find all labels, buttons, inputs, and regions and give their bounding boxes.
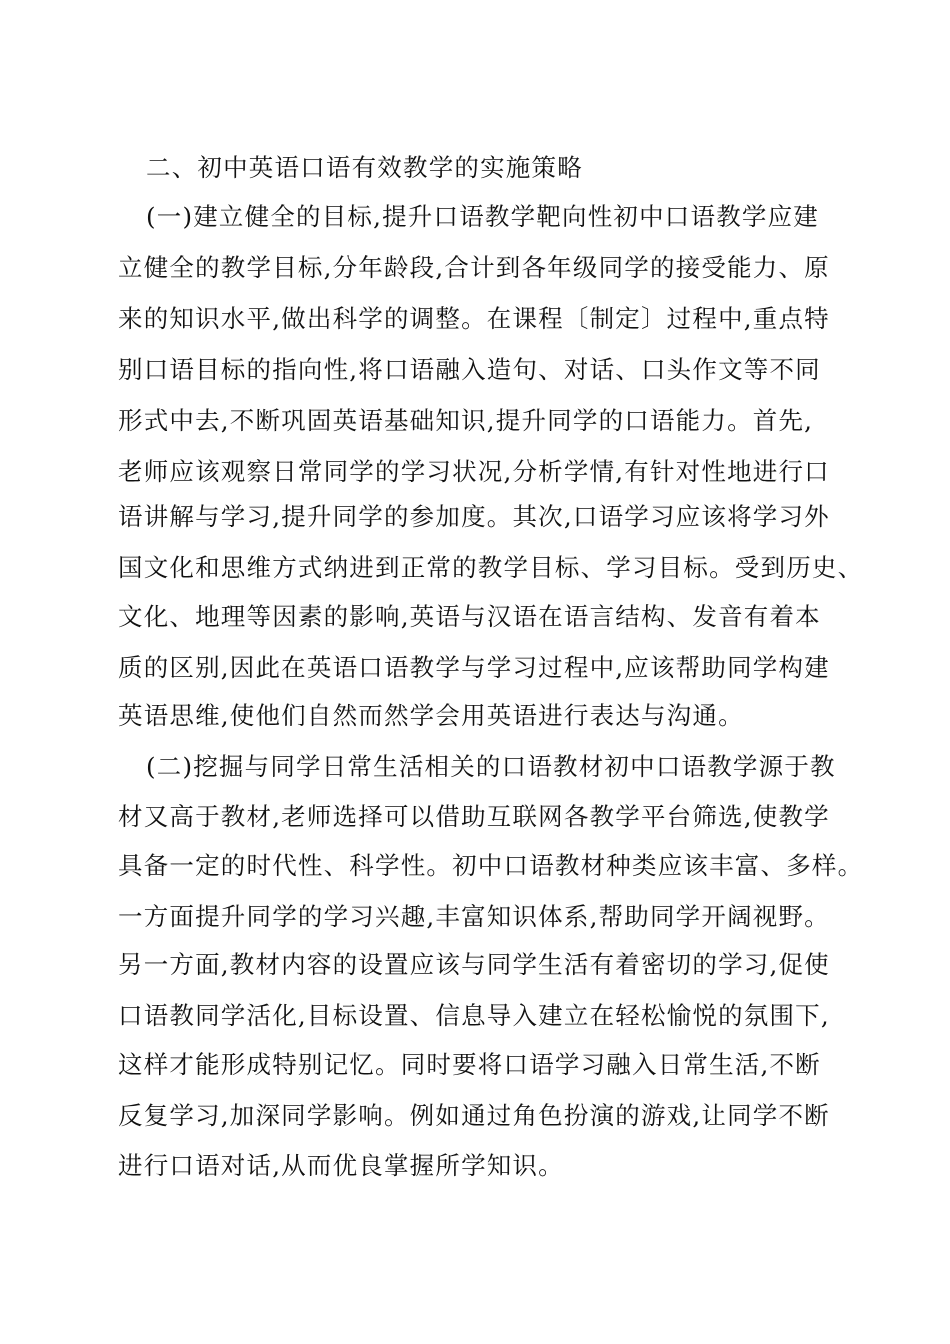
paragraph-1-line-3: 来的知识水平,做出科学的调整。在课程〔制定〕过程中,重点特 <box>118 304 830 333</box>
paragraph-2-line-4: 一方面提升同学的学习兴趣,丰富知识体系,帮助同学开阔视野。 <box>118 902 830 931</box>
paragraph-2-line-9: 进行口语对话,从而优良掌握所学知识。 <box>118 1151 564 1180</box>
paragraph-1-line-7: 语讲解与学习,提升同学的参加度。其次,口语学习应该将学习外 <box>118 502 830 531</box>
paragraph-2-line-3: 具备一定的时代性、科学性。初中口语教材种类应该丰富、多样。 <box>118 851 864 880</box>
paragraph-1-line-5: 形式中去,不断巩固英语基础知识,提升同学的口语能力。首先, <box>118 406 814 435</box>
paragraph-1-line-8: 国文化和思维方式纳进到正常的教学目标、学习目标。受到历史、 <box>118 553 864 582</box>
paragraph-2-line-1: (二)挖掘与同学日常生活相关的口语教材初中口语教学源于教 <box>146 752 836 781</box>
paragraph-2-line-6: 口语教同学活化,目标设置、信息导入建立在轻松愉悦的氛围下, <box>118 1001 830 1030</box>
paragraph-2-line-7: 这样才能形成特别记忆。同时要将口语学习融入日常生活,不断 <box>118 1050 821 1079</box>
paragraph-2-line-5: 另一方面,教材内容的设置应该与同学生活有着密切的学习,促使 <box>118 950 830 979</box>
paragraph-1-line-6: 老师应该观察日常同学的学习状况,分析学情,有针对性地进行口 <box>118 457 830 486</box>
paragraph-1-line-10: 质的区别,因此在英语口语教学与学习过程中,应该帮助同学构建 <box>118 653 830 682</box>
paragraph-1-line-1: (一)建立健全的目标,提升口语教学靶向性初中口语教学应建 <box>146 202 820 231</box>
paragraph-1-line-11: 英语思维,使他们自然而然学会用英语进行表达与沟通。 <box>118 701 744 730</box>
paragraph-1-line-9: 文化、地理等因素的影响,英语与汉语在语言结构、发音有着本 <box>118 602 821 631</box>
paragraph-1-line-2: 立健全的教学目标,分年龄段,合计到各年级同学的接受能力、原 <box>118 253 830 282</box>
paragraph-2-line-2: 材又高于教材,老师选择可以借助互联网各教学平台筛选,使教学 <box>118 802 830 831</box>
section-heading: 二、初中英语口语有效教学的实施策略 <box>146 153 583 182</box>
paragraph-2-line-8: 反复学习,加深同学影响。例如通过角色扮演的游戏,让同学不断 <box>118 1101 830 1130</box>
paragraph-1-line-4: 别口语目标的指向性,将口语融入造句、对话、口头作文等不同 <box>118 355 821 384</box>
